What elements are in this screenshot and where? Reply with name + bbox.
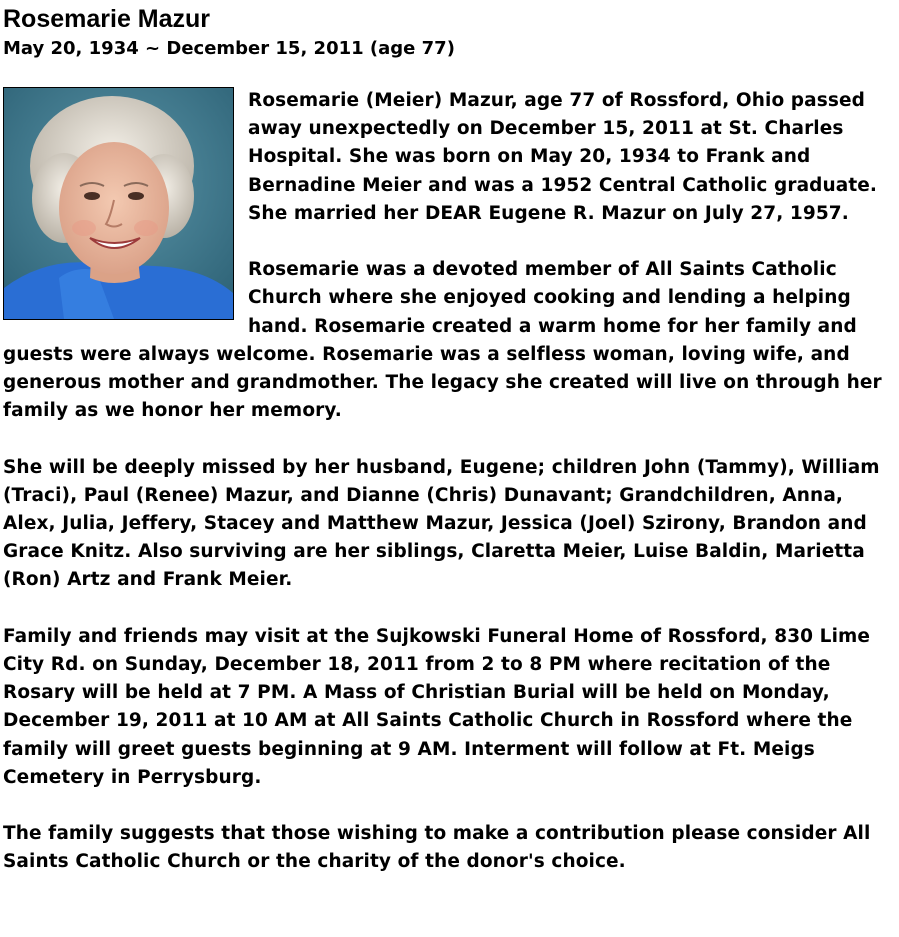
paragraph-life: Rosemarie was a devoted member of All Saints Catholic Church where she enjoyed cooking and lending a helping hand. Rosemarie created a warm home for her family and guests were always welcome. Rosemarie was a selfless woman, loving wife, and generous mother and grandmother. The legacy she created will live on through her family as we honor her memory.	[3, 259, 882, 422]
paragraph-services: Family and friends may visit at the Sujkowski Funeral Home of Rossford, 830 Lime City Rd. on Sunday, December 18, 2011 from 2 to 8 PM where recitation of the Rosary will be held at 7 PM. A Mass of Christian Burial will be held on Monday, December 19, 2011 at 10 AM at All Saints Catholic Church in Rossford where the family will greet guests beginning at 9 AM. Interment will follow at Ft. Meigs Cemetery in Perrysburg.	[3, 625, 871, 788]
page-title: Rosemarie Mazur	[3, 5, 211, 33]
paragraph-survivors: She will be deeply missed by her husband, Eugene; children John (Tammy), William (Traci), Paul (Renee) Mazur, and Dianne (Chris) Dunavant; Grandchildren, Anna, Alex, Julia, Jeffery, Stacey and Matthew Mazur, Jessica (Joel) Szirony, Brandon and Grace Knitz. Also surviving are her siblings, Claretta Meier, Luise Baldin, Marietta (Ron) Artz and Frank Meier.	[3, 456, 880, 591]
paragraph-intro: Rosemarie (Meier) Mazur, age 77 of Rossford, Ohio passed away unexpectedly on December 15, 2011 at St. Charles Hospital. She was born on May 20, 1934 to Frank and Bernadine Meier and was a 1952 Central Catholic graduate. She married her DEAR Eugene R. Mazur on July 27, 1957.	[248, 90, 878, 224]
obituary-body	[3, 87, 883, 877]
life-dates: May 20, 1934 ~ December 15, 2011 (age 77)	[3, 38, 455, 59]
obituary-page	[3, 4, 883, 877]
portrait-photo-icon	[4, 88, 233, 319]
portrait-photo	[3, 87, 234, 320]
paragraph-contributions: The family suggests that those wishing to make a contribution please consider All Saints Catholic Church or the charity of the donor's choice.	[3, 823, 871, 873]
